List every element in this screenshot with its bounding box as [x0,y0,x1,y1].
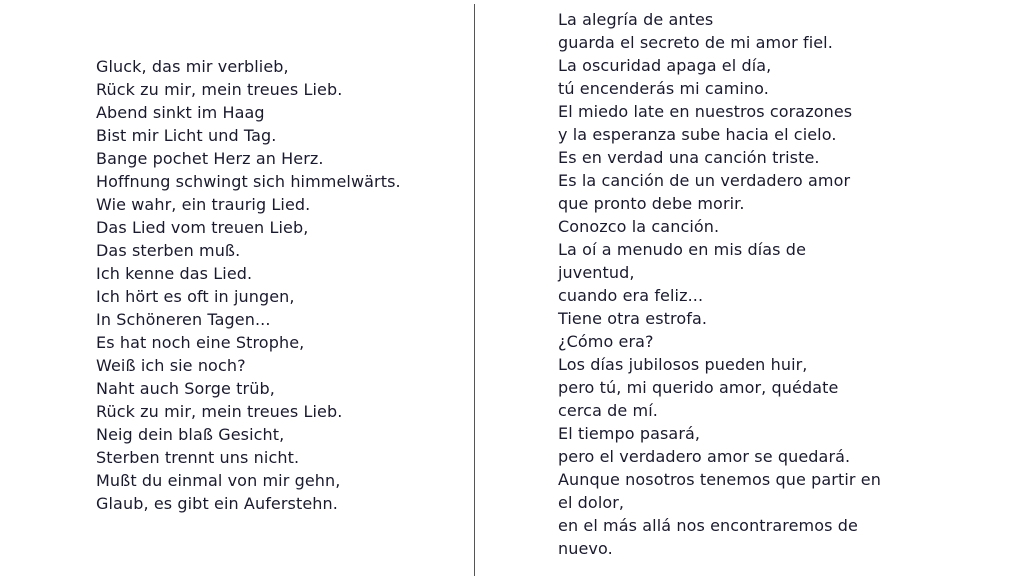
spanish-lyric-line: El miedo late en nuestros corazones [558,102,853,121]
german-lyric-line: Sterben trennt uns nicht. [96,448,300,467]
spanish-lyric-line: el dolor, [558,493,625,512]
spanish-lyric-line: y la esperanza sube hacia el cielo. [558,125,837,144]
spanish-lyric-line: pero el verdadero amor se quedará. [558,447,851,466]
german-lyric-line: Rück zu mir, mein treues Lieb. [96,80,343,99]
spanish-lyric-line: ¿Cómo era? [558,332,654,351]
spanish-lyric-line: en el más allá nos encontraremos de [558,516,858,535]
german-lyric-line: Naht auch Sorge trüb, [96,379,275,398]
german-lyric-line: Ich hört es oft in jungen, [96,287,295,306]
spanish-lyric-line: Los días jubilosos pueden huir, [558,355,808,374]
german-lyric-line: Glaub, es gibt ein Auferstehn. [96,494,338,513]
spanish-lyric-line: La alegría de antes [558,10,714,29]
german-lyric-line: Mußt du einmal von mir gehn, [96,471,341,490]
spanish-lyric-line: Es en verdad una canción triste. [558,148,820,167]
spanish-lyric-line: juventud, [558,263,635,282]
spanish-lyric-line: pero tú, mi querido amor, quédate [558,378,839,397]
spanish-lyric-line: Aunque nosotros tenemos que partir en [558,470,881,489]
german-lyric-line: Gluck, das mir verblieb, [96,57,289,76]
german-lyrics-column [96,55,401,515]
spanish-lyric-line: cerca de mí. [558,401,658,420]
spanish-lyric-line: que pronto debe morir. [558,194,745,213]
spanish-lyric-line: El tiempo pasará, [558,424,701,443]
german-lyric-line: Bist mir Licht und Tag. [96,126,277,145]
spanish-lyric-line: La oí a menudo en mis días de [558,240,807,259]
spanish-lyric-line: cuando era feliz... [558,286,704,305]
spanish-lyrics-column [558,8,881,560]
german-lyric-line: Das Lied vom treuen Lieb, [96,218,309,237]
german-lyric-line: Abend sinkt im Haag [96,103,265,122]
spanish-lyric-line: Conozco la canción. [558,217,720,236]
german-lyric-line: Neig dein blaß Gesicht, [96,425,285,444]
spanish-lyric-line: nuevo. [558,539,613,558]
german-lyric-line: Es hat noch eine Strophe, [96,333,305,352]
german-lyric-line: Rück zu mir, mein treues Lieb. [96,402,343,421]
spanish-lyric-line: Tiene otra estrofa. [558,309,708,328]
german-lyric-line: Weiß ich sie noch? [96,356,246,375]
german-lyric-line: Wie wahr, ein traurig Lied. [96,195,311,214]
spanish-lyric-line: guarda el secreto de mi amor fiel. [558,33,833,52]
german-lyric-line: Hoffnung schwingt sich himmelwärts. [96,172,401,191]
column-divider [474,4,475,576]
german-lyric-line: In Schöneren Tagen... [96,310,271,329]
spanish-lyric-line: Es la canción de un verdadero amor [558,171,851,190]
german-lyric-line: Ich kenne das Lied. [96,264,253,283]
spanish-lyric-line: La oscuridad apaga el día, [558,56,772,75]
german-lyric-line: Das sterben muß. [96,241,241,260]
german-lyric-line: Bange pochet Herz an Herz. [96,149,324,168]
spanish-lyric-line: tú encenderás mi camino. [558,79,769,98]
